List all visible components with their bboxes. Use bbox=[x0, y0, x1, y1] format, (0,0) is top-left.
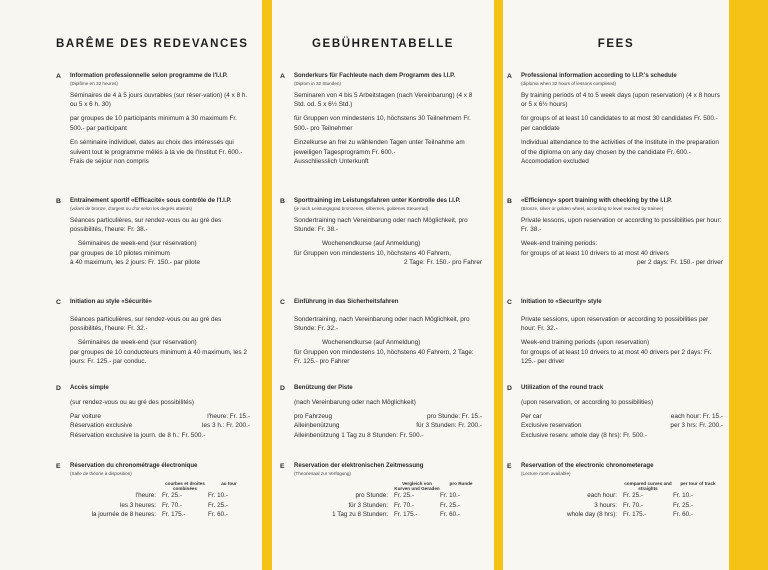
section-e: E Reservation of the electronic chronometerage (Lecture room available) compared curves and straights per tour of track each hour: Fr. 25.- Fr. 10.- 3 hours: Fr. 70.- Fr. 25.- whole day (8 hrs): Fr. 175.- Fr. 60.- bbox=[503, 462, 729, 520]
fee-table: compared curves and straights per tour of track each hour: Fr. 25.- Fr. 10.- 3 hours: Fr. 70.- Fr. 25.- whole day (8 hrs): Fr. 175.- Fr. 60.- bbox=[566, 480, 716, 519]
column-title: GEBÜHRENTABELLE bbox=[312, 38, 454, 50]
section-b: B Sporttraining im Leistungsfahren unter Kontrolle des I.I.P. (je nach Leistungsgrad bronzenes, silbernes, goldenes Steuerrad) Sondertraining nach Vereinbarung oder nach Möglichkeit, pro Stunde: Fr. 38.- Wochenendkurse (auf Anmeldung) für Gruppen von mindestens 10, höchstens 40 Fahrern, 2 Tage: Fr. 150.- pro Fahrer bbox=[280, 197, 482, 267]
section-d: D Benützung der Piste (nach Vereinbarung oder nach Möglichkeit) pro Fahrzeug pro Stunde: Fr. 15.- Alleinbenützung für 3 Stunden: Fr. 200.- Alleinbenützung 1 Tag zu 8 Stunden: Fr. 500.- bbox=[280, 384, 482, 439]
section-e: E Reservation der elektronischen Zeitmessung (Theoriesaal zur Verfügung) Vergleich von Kurven und Geraden pro Runde pro Stunde: Fr. 25.- Fr. 10.- für 3 Stunden: Fr. 70.- Fr. 25.- 1 Tag zu 8 Stunden: Fr. 175.- Fr. 60.- bbox=[272, 462, 494, 520]
yellow-band-2 bbox=[494, 0, 503, 570]
column-french bbox=[38, 0, 262, 570]
column-german bbox=[272, 0, 494, 570]
section-c: C Initiation to «Security» style Private sessions, upon reservation or according to possibilities per hour: Fr. 32.- Week-end training periods (upon reservation) for groups of at least 10 drivers to at most 40 drivers per 2 days: Fr. 125.- per driver bbox=[507, 298, 712, 366]
section-d: D Accès simple (sur rendez-vous ou au gré des possibilités) Par voiture l'heure: Fr. 15.- Réservation exclusive les 3 h.: Fr. 200.- Réservation exclusive la journ. de 8 h.: Fr. 500.- bbox=[56, 384, 250, 439]
section-d: D Utilization of the round track (upon reservation, or according to possibilities) Per car each hour: Fr. 15.- Exclusive reservation per 3 hrs: Fr. 200.- Exclusive reserv. whole day (8 hrs): Fr. 500.- bbox=[507, 384, 723, 439]
column-title: BARÊME DES REDEVANCES bbox=[56, 38, 249, 50]
section-e: E Réservation du chronométrage électronique (Salle de théorie à disposition) courbes et droites combinées au tour l'heure: Fr. 25.- Fr. 10.- les 3 heures: Fr. 70.- Fr. 25.- la journée de 8 heures: Fr. 175.- Fr. 60.- bbox=[38, 462, 262, 520]
section-b: B «Efficiency» sport training with checking by the I.I.P. (Bronze, silver or golden wheel, according to level reached by trainee) Private lessons, upon reservation or according to possibilities per hour: Fr. 38.- Week-end training periods: for groups of at least 10 drivers to at most 40 drivers per 2 days: Fr. 150.- per driver bbox=[507, 197, 723, 267]
fee-table: Vergleich von Kurven und Geraden pro Runde pro Stunde: Fr. 25.- Fr. 10.- für 3 Stunden: Fr. 70.- Fr. 25.- 1 Tag zu 8 Stunden: Fr. 175.- Fr. 60.- bbox=[332, 480, 473, 519]
section-a: A Professional information according to I.I.P.'s schedule (diploma when 32 hours of lessons completed) By training periods of 4 to 5 week days (upon reservation) (4 x 8 hours or 5 x 6½ hours) for groups of at least 10 candidates to at most 30 candidates Fr. 500.- per candidate Individual attendance to the activities of the Institute in the preparation of the diploma on any day chosen by the candidate Fr. 600.- Accomodation excluded bbox=[507, 72, 720, 166]
section-b: B Entraînement sportif «Efficacité» sous contrôle de l'I.I.P. (volant de bronze, d'argent ou d'or selon les degrés atteints) Séances particulières, sur rendez-vous ou au gré des possibilités, l'heure: Fr. 38.- Séminaires de week-end (sur réservation) par groupes de 10 pilotes minimum à 40 maximum, les 2 jours: Fr. 150.- par pilote bbox=[56, 197, 232, 267]
fee-table: courbes et droites combinées au tour l'heure: Fr. 25.- Fr. 10.- les 3 heures: Fr. 70.- Fr. 25.- la journée de 8 heures: Fr. 175.- Fr. 60.- bbox=[91, 480, 237, 519]
section-c: C Initiation au style «Sécurité» Séances particulières, sur rendez-vous ou au gré des possibilités, l'heure: Fr. 32.- Séminaires de week-end (sur réservation) par groupes de 10 conducteurs minimum à 40 maximum, les 2 jours: Fr. 125.- par conduc. bbox=[56, 298, 247, 366]
section-a: A Sonderkurs für Fachleute nach dem Programm des I.I.P. (Diplom in 32 Stunden) Seminaren von 4 bis 5 Arbeitstagen (nach Vereinbarung) (4 x 8 Std. od. 5 x 6½ Std.) für Gruppen von mindestens 10, höchstens 30 Teilnehmern Fr. 500.- pro Teilnehmer Einzelkurse an frei zu wählenden Tagen unter Teilnahme am jeweiligen Tagesprogramm Fr. 600.- Ausschliesslich Unterkunft bbox=[280, 72, 473, 166]
section-a: A Information professionnelle selon programme de l'I.I.P. (Diplôme en 32 heures) Séminaires de 4 à 5 jours ouvrables (sur réser-vation) (4 x 8 h. ou 5 x 6 h. 30) par groupes de 10 participants minimum à 30 maximum Fr. 500.- par participant En séminaire individuel, dates au choix des intéressés qui suivent tout le programme mêlés à la vie de l'Institut Fr. 600.- Frais de séjour non compris bbox=[56, 72, 248, 166]
yellow-band-1 bbox=[262, 0, 272, 570]
column-title: FEES bbox=[597, 38, 635, 50]
column-english bbox=[503, 0, 729, 570]
yellow-band-3 bbox=[729, 0, 768, 570]
section-c: C Einführung in das Sicherheitsfahren Sondertraining, nach Vereinbarung oder nach Möglichkeit, pro Stunde: Fr. 32.- Wochenendkurse (auf Anmeldung) für Gruppen von mindestens 10, höchstens 40 Fahrern, 2 Tage: Fr. 125.- pro Fahrer bbox=[280, 298, 474, 366]
